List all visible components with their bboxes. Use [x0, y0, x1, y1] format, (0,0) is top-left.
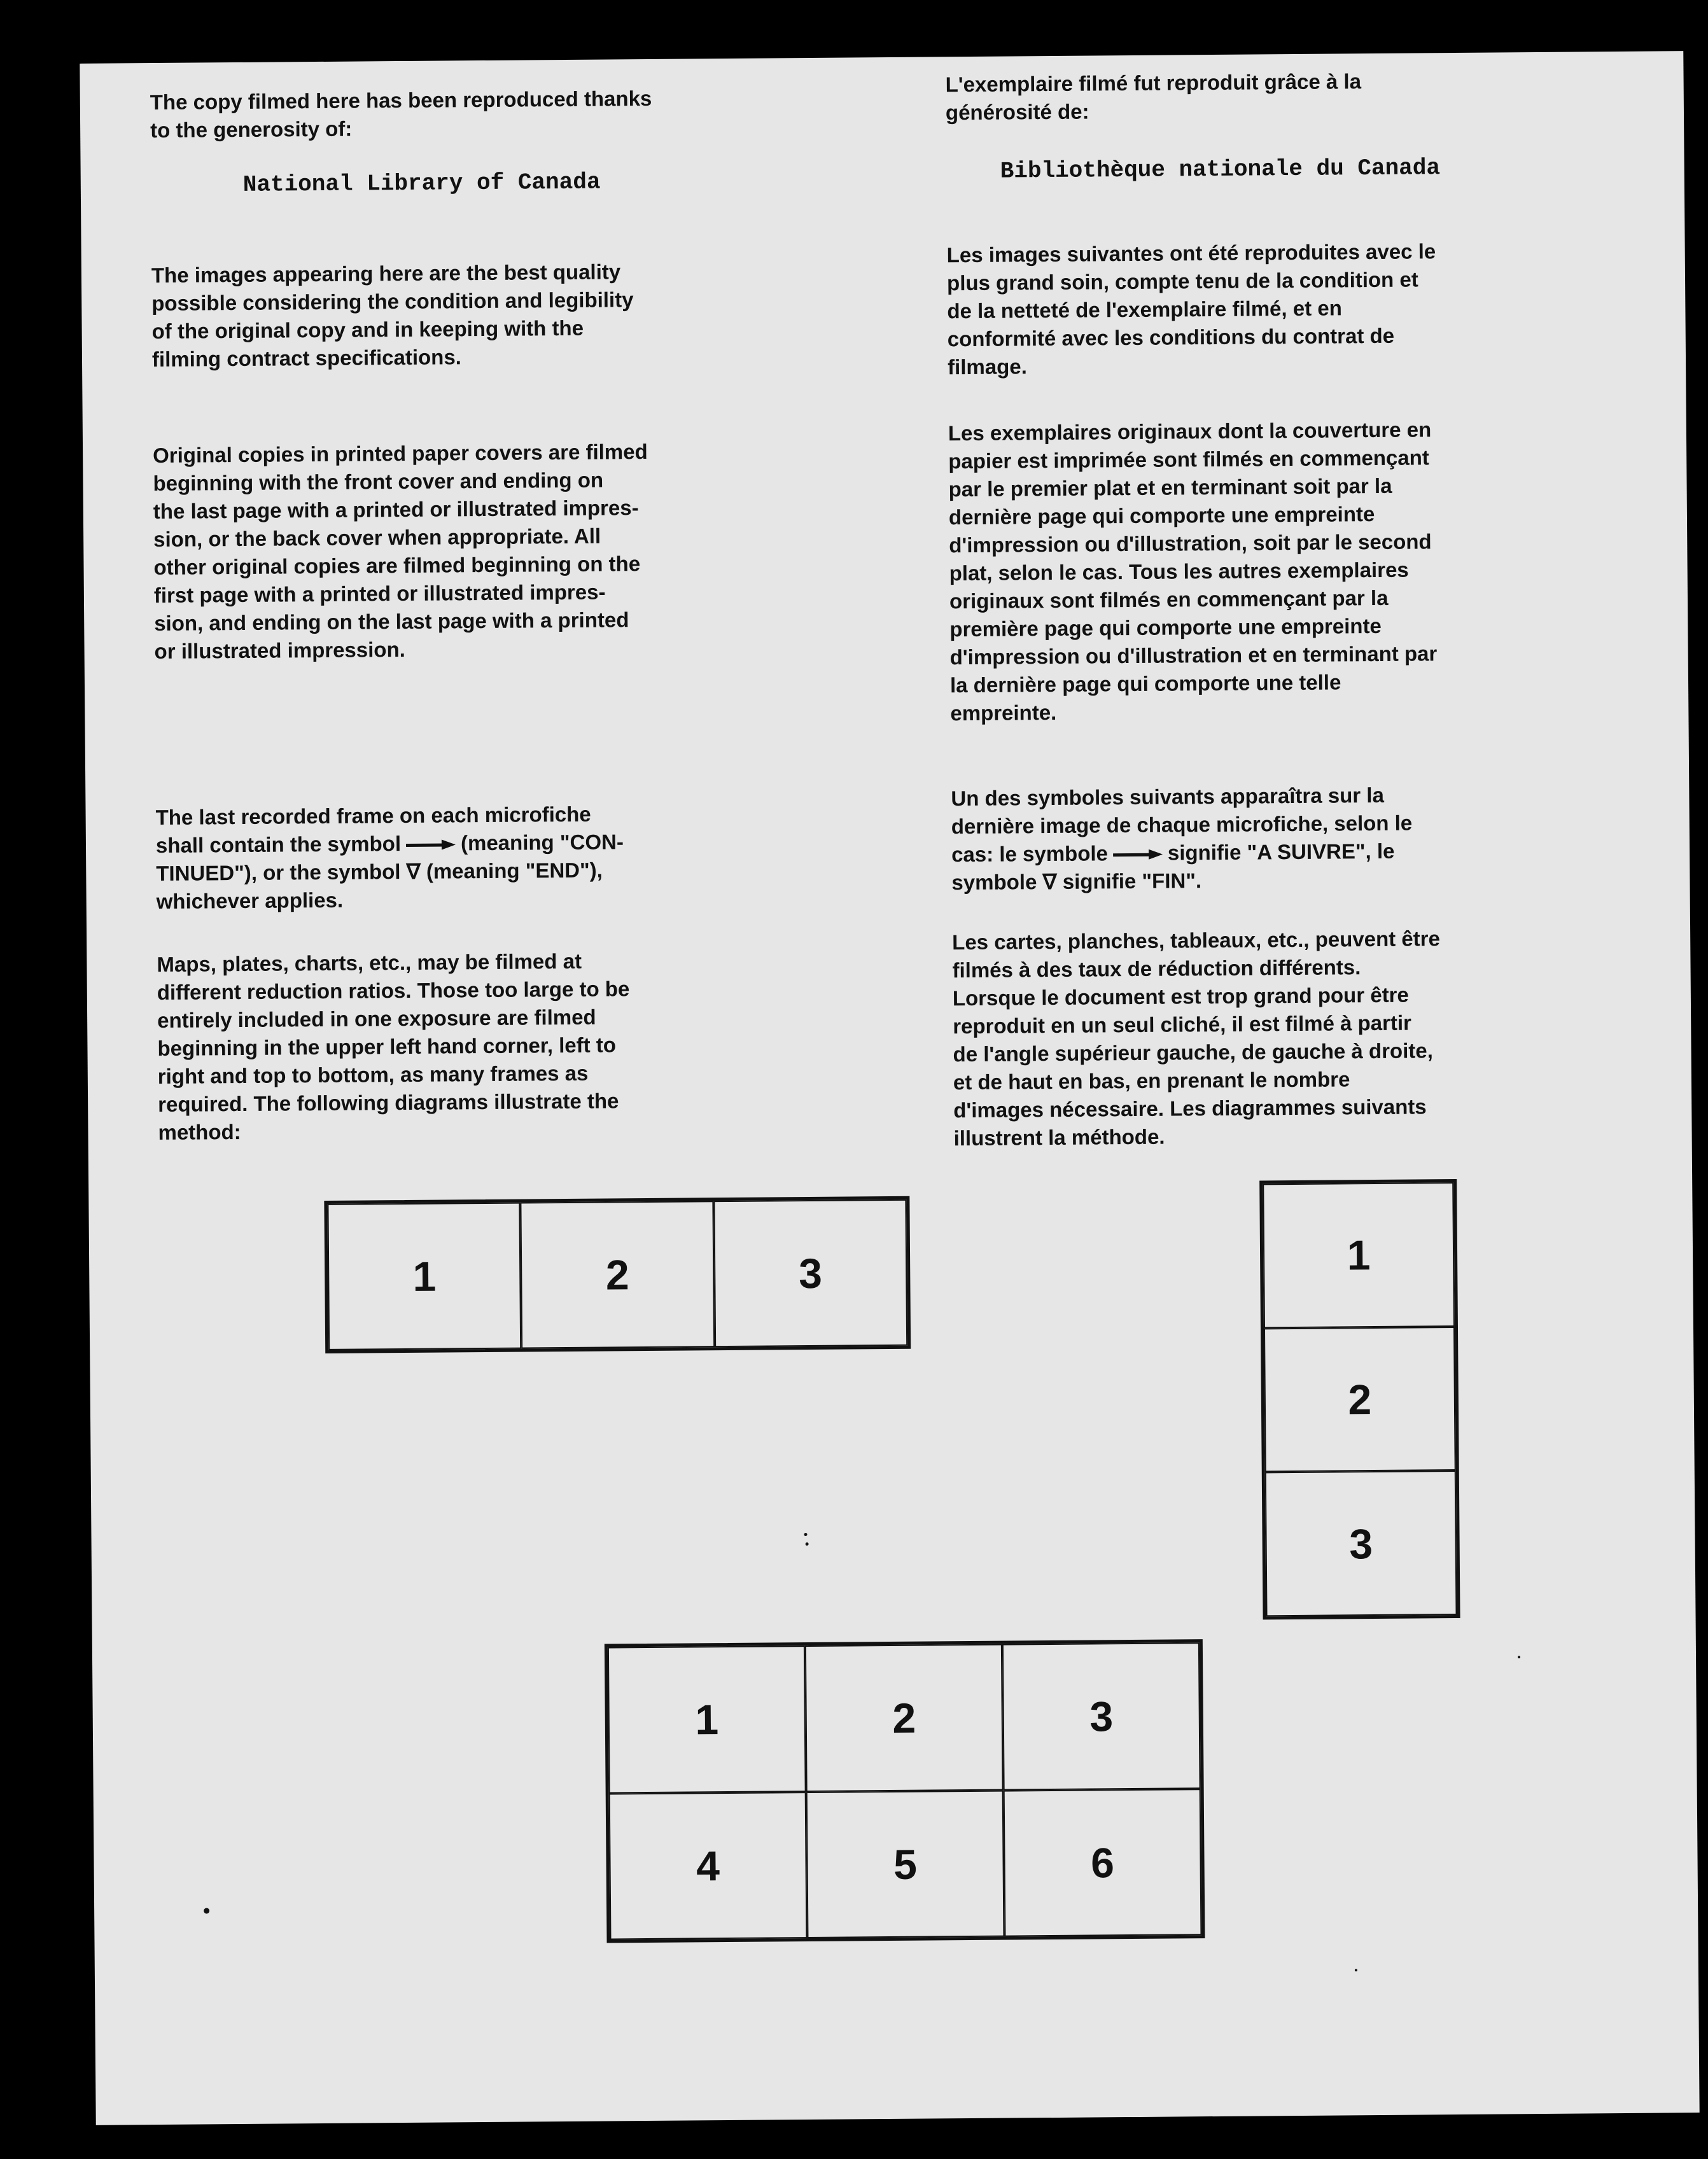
diagram-frame-cell: 2 — [1264, 1327, 1456, 1472]
diagram-frame-cell: 5 — [806, 1791, 1005, 1938]
grid-frame-diagram — [605, 1639, 1205, 1943]
english-covers-paragraph: Original copies in printed paper covers are filmed beginning with the front cover and ending on the last page with a printed or illustrated impres- sion, or the back cover when appropriate. All other original copies are filmed beginning on the first page with a printed or illustrated impres- sion, and ending on the last page with a printed or illustrated impression. — [153, 439, 648, 664]
diagram-frame-cell: 6 — [1004, 1789, 1202, 1936]
diagram-frame-cell: 3 — [1265, 1471, 1457, 1616]
french-symbols-text-a: Un des symboles suivants apparaîtra sur la dernière image de chaque microfiche, selon le cas: le symbole — [951, 783, 1413, 867]
diagram-frame-cell: 3 — [713, 1199, 907, 1347]
horizontal-frame-diagram — [324, 1196, 911, 1353]
french-quality-paragraph: Les images suivantes ont été reproduites avec le plus grand soin, compte tenu de la condition et de la netteté de l'exemplaire filmé, et en conformité avec les conditions du contrat de filmage. — [946, 239, 1436, 379]
french-maps-paragraph: Les cartes, planches, tableaux, etc., peuvent être filmés à des taux de réduction différents. Lorsque le document est trop grand pour être reproduit en un seul cliché, il est filmé à partir de l'angle supérieur gauche, de gauche à droite, et de haut en bas, en prenant le nombre d'images nécessaire. Les diagrammes suivants illustrent la méthode. — [952, 926, 1440, 1150]
english-symbols-paragraph — [155, 771, 799, 916]
scan-speck — [804, 1533, 807, 1536]
diagram-frame-cell: 4 — [609, 1792, 808, 1939]
diagram-frame-cell: 1 — [608, 1645, 806, 1793]
vertical-frame-diagram — [1259, 1179, 1460, 1619]
english-maps-paragraph: Maps, plates, charts, etc., may be filmed at different reduction ratios. Those too large to be entirely included in one exposure are filmed beginning in the upper left hand corner, left to right and top to bottom, as many frames as required. The following diagrams illustrate the method: — [157, 949, 630, 1145]
diagram-frame-cell: 1 — [1263, 1182, 1455, 1328]
french-covers-paragraph: Les exemplaires originaux dont la couverture en papier est imprimée sont filmés en commençant par le premier plat et en terminant soit par la dernière page qui comporte une empreinte d'impression ou d'illustration, soit par le second plat, selon le cas. Tous les autres exemplaires originaux sont filmés en commençant par la première page qui comporte une empreinte d'impression ou d'illustration et en terminant par la dernière page qui comporte une telle empreinte. — [948, 417, 1438, 725]
diagram-frame-cell: 2 — [805, 1644, 1004, 1792]
english-symbols-text-a: The last recorded frame on each microfiche shall contain the symbol — [155, 802, 591, 858]
scan-speck — [204, 1908, 209, 1913]
diagram-frame-cell: 2 — [521, 1201, 715, 1348]
diagram-frame-cell: 1 — [327, 1203, 521, 1350]
continued-arrow-icon — [406, 840, 456, 851]
scan-speck — [1355, 1969, 1357, 1971]
diagram-frame-cell: 3 — [1002, 1642, 1201, 1790]
document-page — [80, 51, 1699, 2125]
suivre-arrow-icon — [1113, 849, 1163, 860]
french-institution: Bibliothèque nationale du Canada — [1000, 155, 1441, 185]
english-symbols-text-b: (meaning "CON- TINUED"), or the symbol ∇ (meaning "END"), whichever applies. — [156, 830, 624, 914]
scan-speck — [1518, 1656, 1520, 1658]
scan-speck — [806, 1542, 809, 1546]
english-quality-paragraph: The images appearing here are the best quality possible considering the condition and legibility of the original copy and in keeping with the filming contract specifications. — [151, 260, 634, 372]
english-heading: The copy filmed here has been reproduced thanks to the generosity of: — [150, 86, 652, 143]
french-symbols-text-b: signifie "A SUIVRE", le symbole ∇ signifie "FIN". — [951, 839, 1395, 895]
french-heading: L'exemplaire filmé fut reproduit grâce à la générosité de: — [945, 69, 1362, 125]
english-institution: National Library of Canada — [242, 169, 601, 198]
french-symbols-paragraph — [951, 751, 1595, 897]
